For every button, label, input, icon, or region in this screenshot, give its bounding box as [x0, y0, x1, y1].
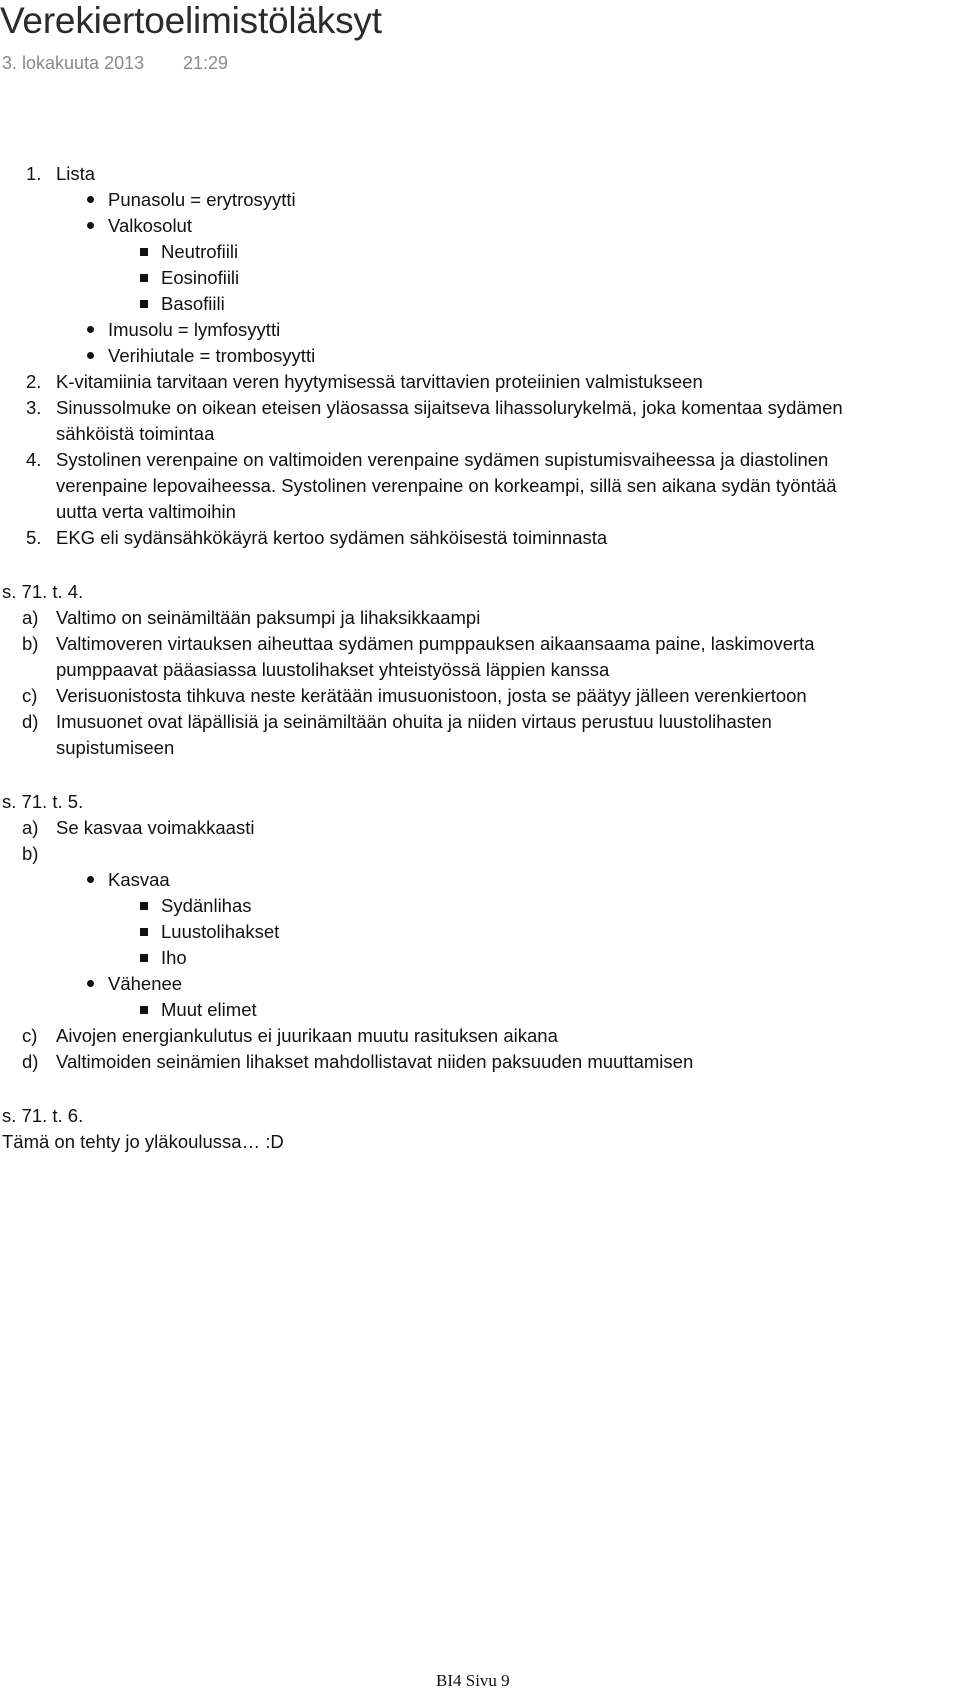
section-heading-t5: s. 71. t. 5. [2, 791, 84, 812]
page-time: 21:29 [183, 53, 229, 73]
list-number-1: 1. [26, 163, 42, 184]
list-item: Systolinen verenpaine on valtimoiden verenpaine sydämen supistumisvaiheessa ja diastolinen [56, 449, 829, 470]
bullet-icon [87, 326, 94, 333]
square-bullet-icon [140, 954, 148, 962]
bullet-icon [87, 196, 94, 203]
list-item: Imusolu = lymfosyytti [108, 319, 281, 340]
answer-text: Valtimoiden seinämien lihakset mahdollistavat niiden paksuuden muuttamisen [56, 1051, 694, 1072]
list-item: Luustolihakset [161, 921, 280, 942]
square-bullet-icon [140, 274, 148, 282]
list-item: Verihiutale = trombosyytti [108, 345, 316, 366]
page-title: Verekiertoelimistöläksyt [0, 0, 382, 41]
list-item: Neutrofiili [161, 241, 239, 262]
list-item: Muut elimet [161, 999, 257, 1020]
list-item: Sinussolmuke on oikean eteisen yläosassa sijaitseva lihassolurykelmä, joka komentaa sydämen [56, 397, 843, 418]
item-label-d: d) [22, 711, 39, 732]
item-label-a: a) [22, 607, 39, 628]
list-item: EKG eli sydänsähkökäyrä kertoo sydämen sähköisestä toiminnasta [56, 527, 608, 548]
answer-text: Verisuonistosta tihkuva neste kerätään imusuonistoon, josta se päätyy jälleen verenkiertoon [56, 685, 807, 706]
square-bullet-icon [140, 1006, 148, 1014]
bullet-icon [87, 980, 94, 987]
list-item: Vähenee [108, 973, 183, 994]
list-item: Valkosolut [108, 215, 192, 236]
bullet-icon [87, 352, 94, 359]
list-item: Eosinofiili [161, 267, 240, 288]
section-heading-t6: s. 71. t. 6. [2, 1105, 84, 1126]
answer-text-continuation: supistumiseen [56, 737, 175, 758]
item-label-d: d) [22, 1051, 39, 1072]
list-item-continuation: verenpaine lepovaiheessa. Systolinen verenpaine on korkeampi, sillä sen aikana sydän työntää [56, 475, 837, 496]
section-heading-t4: s. 71. t. 4. [2, 581, 84, 602]
list-item: Kasvaa [108, 869, 170, 890]
item-label-c: c) [22, 1025, 38, 1046]
item-label-b: b) [22, 633, 39, 654]
item-label-b: b) [22, 843, 39, 864]
list-number-2: 2. [26, 371, 42, 392]
answer-text: Aivojen energiankulutus ei juurikaan muutu rasituksen aikana [56, 1025, 558, 1046]
square-bullet-icon [140, 902, 148, 910]
list-item-continuation: uutta verta valtimoihin [56, 501, 236, 522]
list-item-lista: Lista [56, 163, 96, 184]
page-date: 3. lokakuuta 2013 [2, 53, 145, 73]
bullet-icon [87, 222, 94, 229]
square-bullet-icon [140, 248, 148, 256]
answer-text-continuation: pumppaavat pääasiassa luustolihakset yhteistyössä läppien kanssa [56, 659, 610, 680]
list-item: Sydänlihas [161, 895, 252, 916]
answer-text: Se kasvaa voimakkaasti [56, 817, 255, 838]
item-label-c: c) [22, 685, 38, 706]
item-label-a: a) [22, 817, 39, 838]
answer-text: Valtimo on seinämiltään paksumpi ja lihaksikkaampi [56, 607, 481, 628]
list-number-4: 4. [26, 449, 42, 470]
bullet-icon [87, 876, 94, 883]
square-bullet-icon [140, 300, 148, 308]
list-item: Basofiili [161, 293, 225, 314]
list-item: Punasolu = erytrosyytti [108, 189, 296, 210]
answer-text: Tämä on tehty jo yläkoulussa… :D [2, 1131, 284, 1152]
list-item-continuation: sähköistä toimintaa [56, 423, 215, 444]
page-footer: BI4 Sivu 9 [436, 1671, 510, 1690]
square-bullet-icon [140, 928, 148, 936]
list-item: Iho [161, 947, 187, 968]
answer-text: Valtimoveren virtauksen aiheuttaa sydämen pumppauksen aikaansaama paine, laskimoverta [56, 633, 815, 654]
list-number-5: 5. [26, 527, 42, 548]
list-item: K-vitamiinia tarvitaan veren hyytymisessä tarvittavien proteiinien valmistukseen [56, 371, 703, 392]
list-number-3: 3. [26, 397, 42, 418]
answer-text: Imusuonet ovat läpällisiä ja seinämiltään ohuita ja niiden virtaus perustuu luustolihasten [56, 711, 772, 732]
